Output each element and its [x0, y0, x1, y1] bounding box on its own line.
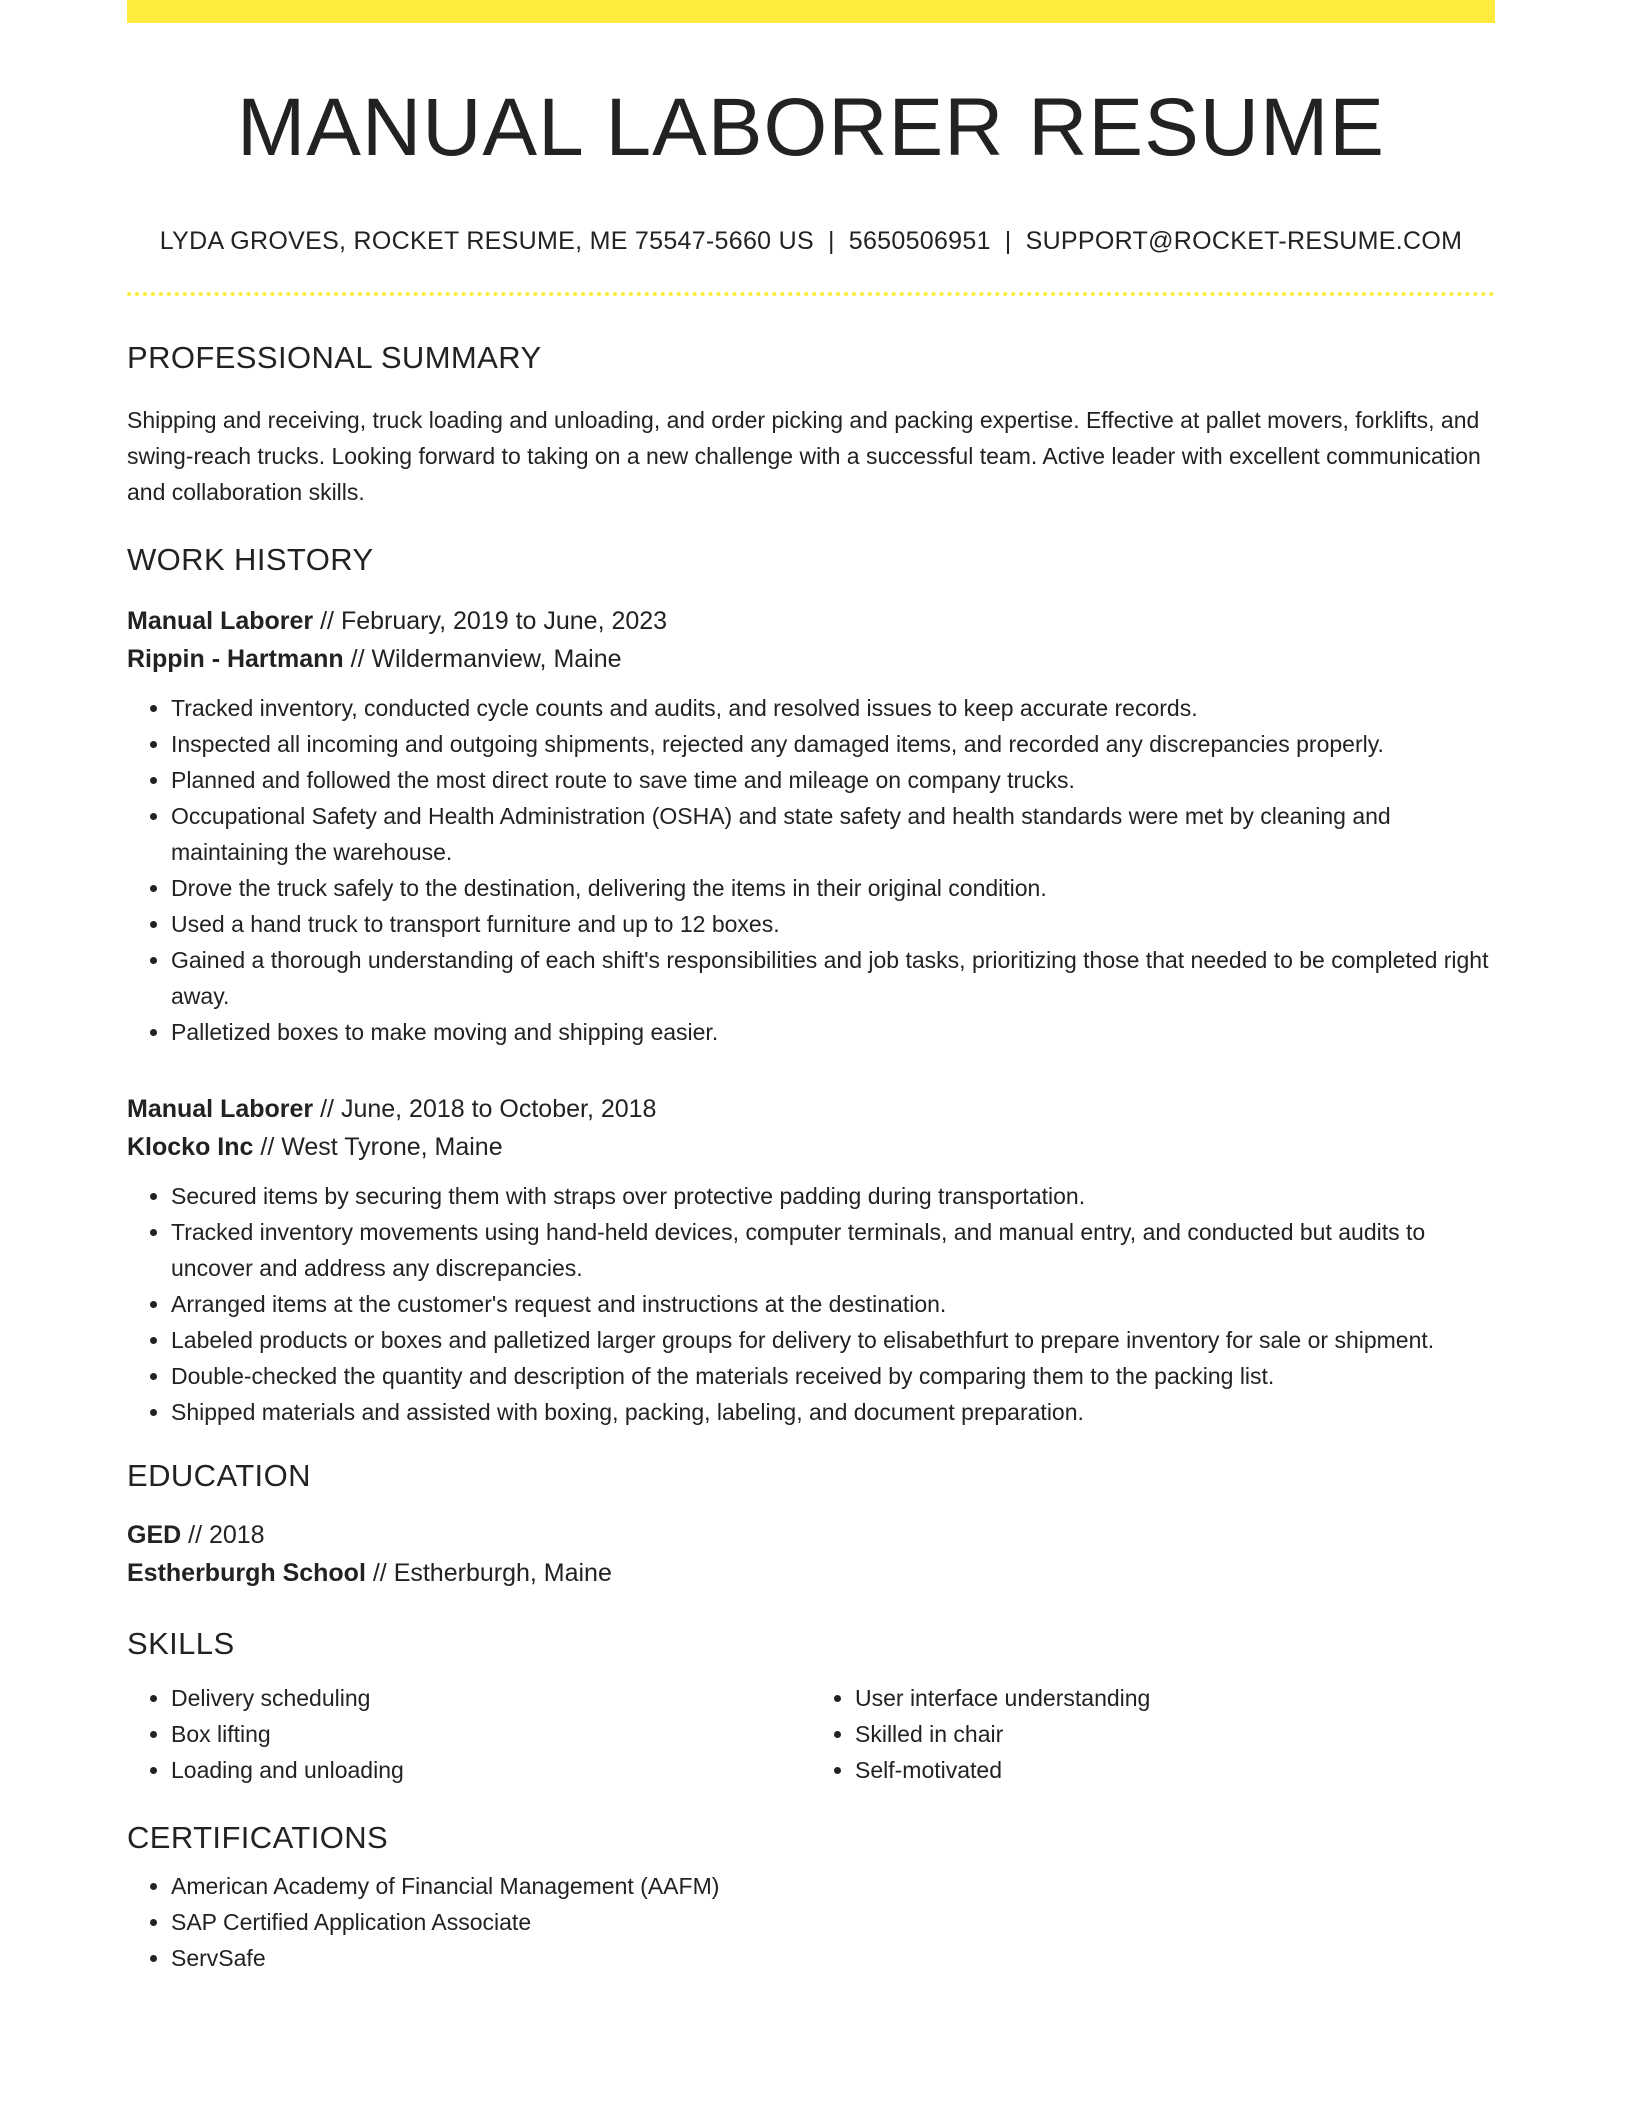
- job-entry: [127, 602, 1495, 1050]
- header-divider: [127, 292, 1495, 296]
- summary-text: Shipping and receiving, truck loading and unloading, and order picking and packing expertise. Effective at pallet movers, forklifts, and swing-reach trucks. Looking forward to taking on a new challenge with a successful team. Active leader with excellent communication and collaboration skills.: [127, 407, 1481, 506]
- school-location: // Estherburgh, Maine: [365, 1559, 612, 1588]
- list-item: • Shipped materials and assisted with boxing, packing, labeling, and document preparation.: [171, 1394, 1495, 1430]
- job-duties-list: [127, 690, 1495, 1050]
- list-item: • Inspected all incoming and outgoing shipments, rejected any damaged items, and recorded any discrepancies properly.: [171, 726, 1495, 762]
- professional-summary-section: [127, 340, 1495, 510]
- list-item: • Palletized boxes to make moving and shipping easier.: [171, 1014, 1495, 1050]
- job-company-line: [127, 1128, 1495, 1166]
- job-duties-list: [127, 1178, 1495, 1430]
- skills-list-left: [127, 1680, 811, 1788]
- job-title: Manual Laborer: [127, 1095, 314, 1124]
- school-line: [127, 1554, 1495, 1592]
- certifications-section: [127, 1820, 1495, 1976]
- degree-line: [127, 1516, 1495, 1554]
- job-company: Klocko Inc: [127, 1133, 254, 1162]
- list-item: • Drove the truck safely to the destination, delivering the items in their original condition.: [171, 870, 1495, 906]
- list-item: • American Academy of Financial Management (AAFM): [171, 1868, 1495, 1904]
- education-section: [127, 1458, 1495, 1592]
- section-heading: SKILLS: [127, 1626, 235, 1662]
- section-heading: PROFESSIONAL SUMMARY: [127, 340, 542, 376]
- job-dates: // June, 2018 to October, 2018: [313, 1095, 657, 1124]
- job-title-line: [127, 602, 1495, 640]
- resume-page: [127, 0, 1495, 2112]
- list-item: • Double-checked the quantity and description of the materials received by comparing them to the packing list.: [171, 1358, 1495, 1394]
- certifications-list: [127, 1868, 1495, 1976]
- degree: GED: [127, 1521, 182, 1550]
- top-accent-bar: [127, 0, 1495, 23]
- list-item: • Planned and followed the most direct route to save time and mileage on company trucks.: [171, 762, 1495, 798]
- job-title-line: [127, 1090, 1495, 1128]
- skills-grid: [127, 1672, 1495, 1788]
- list-item: • Secured items by securing them with straps over protective padding during transportation.: [171, 1178, 1495, 1214]
- contact-line: [127, 227, 1495, 256]
- list-item: • Delivery scheduling: [171, 1680, 811, 1716]
- list-item: • ServSafe: [171, 1940, 1495, 1976]
- list-item: • Gained a thorough understanding of each shift's responsibilities and job tasks, prioritizing those that needed to be completed right away.: [171, 942, 1495, 1014]
- contact-phone: 5650506951: [848, 227, 991, 256]
- skills-list-right: [811, 1680, 1495, 1788]
- list-item: • Arranged items at the customer's request and instructions at the destination.: [171, 1286, 1495, 1322]
- contact-separator: |: [827, 227, 835, 256]
- school-name: Estherburgh School: [127, 1559, 366, 1588]
- skills-section: [127, 1626, 1495, 1788]
- job-entry: [127, 1090, 1495, 1430]
- job-location: // Wildermanview, Maine: [343, 645, 622, 674]
- job-title: Manual Laborer: [127, 607, 314, 636]
- list-item: • Labeled products or boxes and palletized larger groups for delivery to elisabethfurt to prepare inventory for sale or shipment.: [171, 1322, 1495, 1358]
- job-dates: // February, 2019 to June, 2023: [313, 607, 668, 636]
- contact-separator: |: [1004, 227, 1012, 256]
- list-item: • Tracked inventory, conducted cycle counts and audits, and resolved issues to keep accurate records.: [171, 690, 1495, 726]
- list-item: • Box lifting: [171, 1716, 811, 1752]
- section-heading: WORK HISTORY: [127, 542, 374, 578]
- job-company-line: [127, 640, 1495, 678]
- list-item: • Skilled in chair: [855, 1716, 1495, 1752]
- education-entry: [127, 1516, 1495, 1592]
- work-history-section: [127, 542, 1495, 1430]
- list-item: • User interface understanding: [855, 1680, 1495, 1716]
- contact-address: LYDA GROVES, ROCKET RESUME, ME 75547-5660 US: [159, 227, 814, 256]
- resume-title: MANUAL LABORER RESUME: [237, 82, 1385, 173]
- job-location: // West Tyrone, Maine: [253, 1133, 503, 1162]
- contact-email: SUPPORT@ROCKET-RESUME.COM: [1025, 227, 1463, 256]
- list-item: • Occupational Safety and Health Administration (OSHA) and state safety and health standards were met by cleaning and maintaining the warehouse.: [171, 798, 1495, 870]
- section-heading: CERTIFICATIONS: [127, 1820, 389, 1856]
- list-item: • SAP Certified Application Associate: [171, 1904, 1495, 1940]
- graduation-year: // 2018: [181, 1521, 265, 1550]
- list-item: • Self-motivated: [855, 1752, 1495, 1788]
- section-heading: EDUCATION: [127, 1458, 311, 1494]
- list-item: • Loading and unloading: [171, 1752, 811, 1788]
- job-company: Rippin - Hartmann: [127, 645, 344, 674]
- list-item: • Tracked inventory movements using hand-held devices, computer terminals, and manual entry, and conducted but audits to uncover and address any discrepancies.: [171, 1214, 1495, 1286]
- list-item: • Used a hand truck to transport furniture and up to 12 boxes.: [171, 906, 1495, 942]
